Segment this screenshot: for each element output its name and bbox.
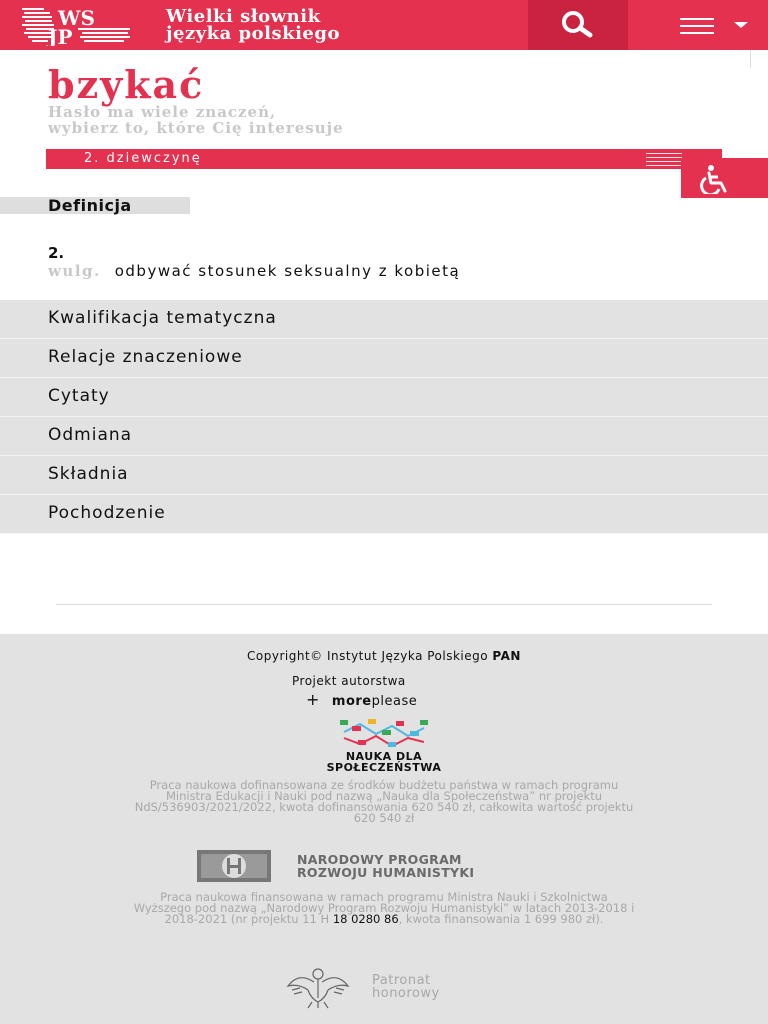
nauka-title-line-2: SPOŁECZEŃSTWA: [326, 761, 442, 774]
nauka-description: Praca naukowa dofinansowana ze środków budżetu państwa w ramach programu Ministra Edukacji i Nauki pod nazwą „Nauka dla Społeczeństwa” nr projektu NdS/536903/2021/2022, kwota dofinansowania 620 540 zł, całkowita wartość projektu 620 540 zł: [134, 778, 634, 825]
nprh-project-number: 18 0280 86: [332, 912, 399, 926]
meaning-hint: [48, 104, 344, 136]
patronat-honorowy: [372, 974, 440, 1000]
menu-button[interactable]: [628, 0, 768, 50]
nprh-description: [130, 892, 638, 925]
footer-divider: [56, 604, 712, 605]
patronat-line-1: Patronat: [372, 973, 431, 988]
site-title-line-2: języka polskiego: [166, 23, 340, 44]
hamburger-menu-icon: [680, 18, 714, 39]
nauka-title: [0, 751, 768, 773]
section-label: Odmiana: [48, 425, 133, 445]
section-label: Relacje znaczeniowe: [48, 347, 243, 367]
wsjp-logo[interactable]: [22, 6, 132, 46]
wheelchair-icon: [697, 164, 741, 194]
moreplease-link[interactable]: [306, 690, 417, 709]
nprh-title-line-1: NARODOWY PROGRAM: [297, 852, 462, 867]
svg-text:WS: WS: [58, 6, 95, 30]
definition-heading: [0, 197, 190, 214]
section-label: Kwalifikacja tematyczna: [48, 308, 277, 328]
qualifier[interactable]: wulg.: [48, 262, 101, 280]
copyright-text: Copyright© Instytut Języka Polskiego: [247, 649, 493, 663]
nprh-logo[interactable]: [197, 850, 271, 882]
top-header: [0, 0, 768, 50]
selected-meaning: 2. dziewczynę: [84, 151, 202, 166]
meaning-selector[interactable]: [46, 149, 722, 169]
definition-number: 2.: [48, 244, 65, 262]
svg-text:JP: JP: [48, 25, 73, 46]
section-skladnia[interactable]: [0, 456, 768, 495]
section-list: [0, 300, 768, 534]
search-icon: [556, 10, 602, 40]
section-cytaty[interactable]: [0, 378, 768, 417]
divider: [750, 50, 751, 68]
accessibility-button[interactable]: [681, 158, 768, 198]
section-odmiana[interactable]: [0, 417, 768, 456]
nauka-dla-spoleczenstwa-logo[interactable]: [338, 718, 430, 750]
search-button[interactable]: [528, 0, 628, 50]
brand-more: more: [331, 694, 372, 709]
definition-text: odbywać stosunek seksualny z kobietą: [114, 262, 461, 280]
section-kwalifikacja-tematyczna[interactable]: [0, 300, 768, 339]
meaning-hint-line-2: wybierz to, które Cię interesuje: [48, 119, 344, 137]
copyright-pan: PAN: [492, 649, 521, 663]
nprh-title: [297, 853, 474, 879]
section-label: Pochodzenie: [48, 503, 166, 523]
copyright: [0, 649, 768, 663]
nprh-description-prefix: Praca naukowa finansowana w ramach programu Ministra Nauki i Szkolnictwa Wyższego pod nazwą „Narodowy Program Rozwoju Humanistyki” w latach 2013-2018 i 2018-2021 (nr projektu 11 H: [133, 890, 635, 926]
nprh-title-line-2: ROZWOJU HUMANISTYKI: [297, 865, 475, 880]
nauka-title-line-1: NAUKA DLA: [345, 750, 423, 763]
definition-line: [48, 262, 460, 280]
chevron-down-icon: [734, 22, 748, 28]
patronat-line-2: honorowy: [372, 986, 440, 1001]
nprh-description-suffix: , kwota finansowania 1 699 980 zł).: [398, 912, 604, 926]
author-label: Projekt autorstwa: [292, 674, 406, 688]
section-label: Składnia: [48, 464, 129, 484]
site-title[interactable]: [166, 8, 340, 42]
plus-icon: +: [306, 690, 320, 709]
list-icon: [646, 153, 682, 169]
meaning-hint-line-1: Hasło ma wiele znaczeń,: [48, 103, 277, 121]
section-pochodzenie[interactable]: [0, 495, 768, 534]
brand-please: please: [371, 694, 418, 709]
section-relacje-znaczeniowe[interactable]: [0, 339, 768, 378]
site-title-line-1: Wielki słownik: [166, 6, 321, 27]
headword: bzykać: [48, 62, 205, 107]
definition-heading-text: Definicja: [48, 196, 132, 215]
section-label: Cytaty: [48, 386, 110, 406]
eagle-emblem-icon[interactable]: [284, 964, 354, 1010]
footer: [0, 634, 768, 1024]
